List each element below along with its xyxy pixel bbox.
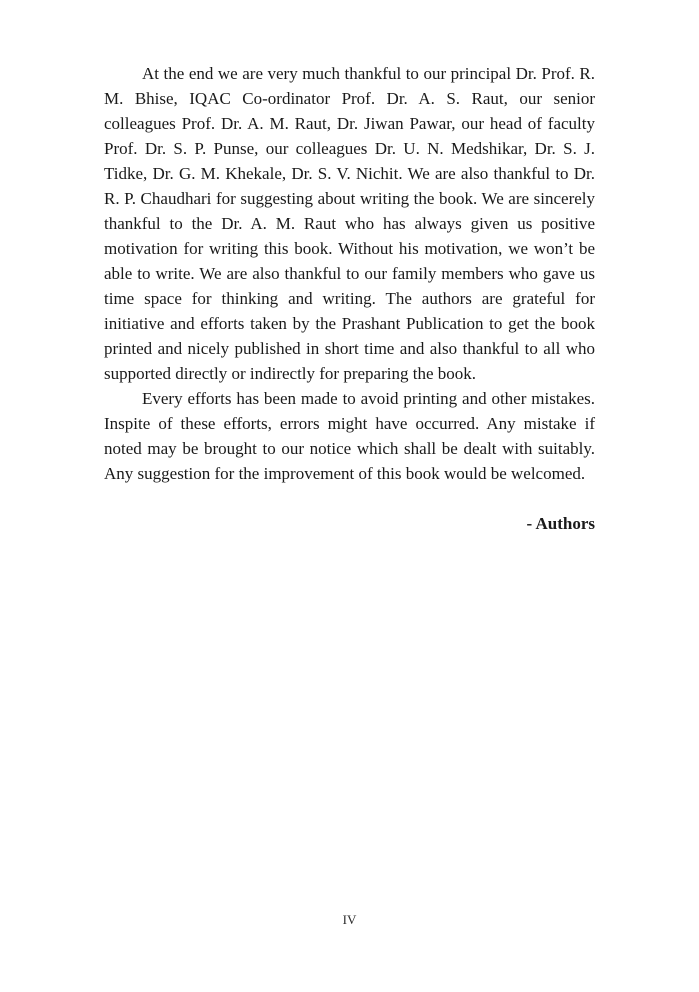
- acknowledgement-body: [104, 61, 595, 536]
- page-number: IV: [342, 912, 357, 927]
- authors-signature: - Authors: [526, 514, 595, 533]
- disclaimer-paragraph: Every efforts has been made to avoid printing and other mistakes. Inspite of these efforts, errors might have occurred. Any mistake if noted may be brought to our notice which shall be dealt with suitably. Any suggestion for the improvement of this book would be welcomed.: [104, 389, 595, 483]
- acknowledgement-paragraph: At the end we are very much thankful to our principal Dr. Prof. R. M. Bhise, IQAC Co-ordinator Prof. Dr. A. S. Raut, our senior colleagues Prof. Dr. A. M. Raut, Dr. Jiwan Pawar, our head of faculty Prof. Dr. S. P. Punse, our colleagues Dr. U. N. Medshikar, Dr. S. J. Tidke, Dr. G. M. Khekale, Dr. S. V. Nichit. We are also thankful to Dr. R. P. Chaudhari for suggesting about writing the book. We are sincerely thankful to the Dr. A. M. Raut who has always given us positive motivation for writing this book. Without his motivation, we won’t be able to write. We are also thankful to our family members who gave us time space for thinking and writing. The authors are grateful for initiative and efforts taken by the Prashant Publication to get the book printed and nicely published in short time and also thankful to all who supported directly or indirectly for preparing the book.: [104, 64, 595, 383]
